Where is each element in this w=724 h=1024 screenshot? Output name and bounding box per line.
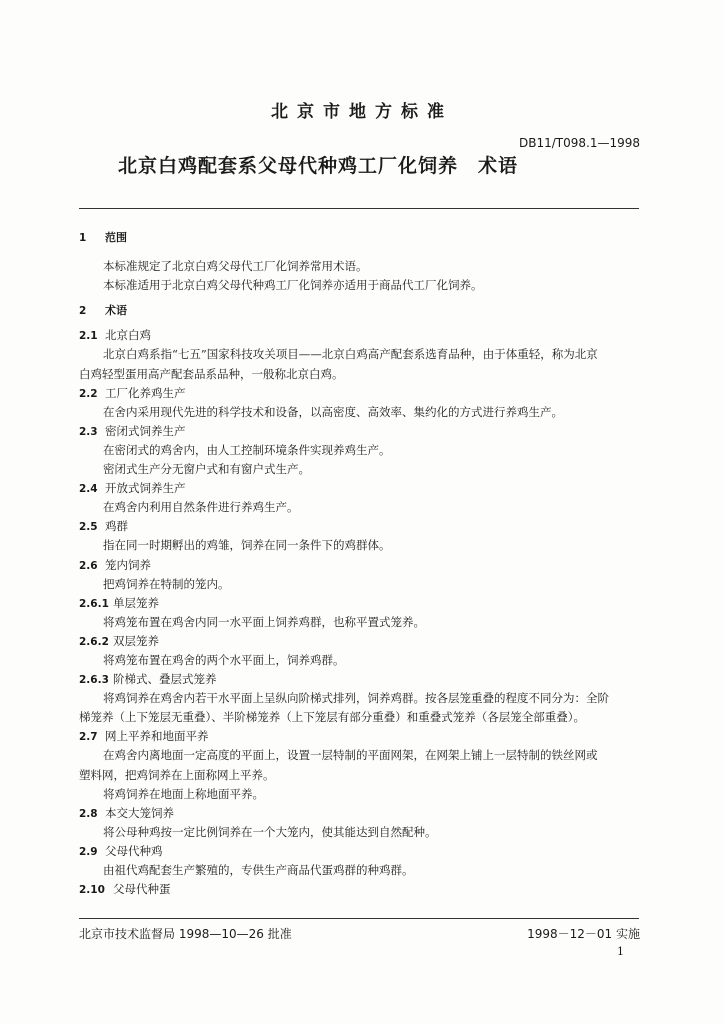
term-heading: 2.7 网上平养和地面平养 xyxy=(79,729,209,744)
bottom-rule xyxy=(79,918,639,919)
term-heading: 2.1 北京白鸡 xyxy=(79,328,151,343)
term-heading: 2.6.1 单层笼养 xyxy=(79,595,159,610)
term-text: 指在同一时期孵出的鸡雏，饲养在同一条件下的鸡群体。 xyxy=(103,538,391,553)
implementation-date: 1998－12－01 实施 xyxy=(527,927,640,941)
term-text: 将鸡饲养在鸡舍内若干水平面上呈纵向阶梯式排列，饲养鸡群。按各层笼重叠的程度不同分为：全阶 xyxy=(103,691,609,706)
paragraph: 本标准适用于北京白鸡父母代种鸡工厂化饲养亦适用于商品代工厂化饲养。 xyxy=(103,278,483,293)
term-text: 密闭式生产分无窗户式和有窗户式生产。 xyxy=(103,462,310,477)
header-title: 北京市地方标准 xyxy=(271,102,453,122)
term-text: 把鸡饲养在特制的笼内。 xyxy=(103,576,230,591)
section-heading: 2 术语 xyxy=(79,304,127,318)
term-heading: 2.5 鸡群 xyxy=(79,519,128,534)
term-heading: 2.6.2 双层笼养 xyxy=(79,633,159,648)
term-text: 将鸡饲养在地面上称地面平养。 xyxy=(103,786,264,801)
term-text: 将鸡笼布置在鸡舍的两个水平面上，饲养鸡群。 xyxy=(103,652,345,667)
term-heading: 2.6.3 阶梯式、叠层式笼养 xyxy=(79,672,217,687)
document-body xyxy=(79,228,641,899)
paragraph: 本标准规定了北京白鸡父母代工厂化饲养常用术语。 xyxy=(103,259,368,274)
term-heading: 2.10 父母代种蛋 xyxy=(79,882,171,897)
standard-code: DB11/T098.1—1998 xyxy=(518,136,640,150)
term-text: 北京白鸡系指“七五”国家科技攻关项目——北京白鸡高产配套系选育品种，由于体重轻，称为北京 xyxy=(103,347,598,362)
term-heading: 2.3 密闭式饲养生产 xyxy=(79,423,186,438)
section-heading: 1 范围 xyxy=(79,231,127,244)
term-text: 在鸡舍内离地面一定高度的平面上，设置一层特制的平面网架，在网架上铺上一层特制的铁丝网或 xyxy=(103,748,598,763)
term-heading: 2.4 开放式饲养生产 xyxy=(79,481,186,496)
top-rule xyxy=(79,208,639,209)
term-text: 梯笼养（上下笼层无重叠）、半阶梯笼养（上下笼层有部分重叠）和重叠式笼养（各层笼全部重叠）。 xyxy=(79,710,585,725)
term-text: 在鸡舍内利用自然条件进行养鸡生产。 xyxy=(103,500,299,515)
term-text: 在舍内采用现代先进的科学技术和设备，以高密度、高效率、集约化的方式进行养鸡生产。 xyxy=(103,404,563,419)
term-heading: 2.6 笼内饲养 xyxy=(79,557,151,572)
page-number: 1 xyxy=(617,945,624,958)
term-text: 塑料网，把鸡饲养在上面称网上平养。 xyxy=(79,767,275,782)
term-text: 将公母种鸡按一定比例饲养在一个大笼内，使其能达到自然配种。 xyxy=(103,824,437,839)
term-text: 在密闭式的鸡舍内，由人工控制环境条件实现养鸡生产。 xyxy=(103,442,391,457)
term-heading: 2.8 本交大笼饲养 xyxy=(79,805,174,820)
term-text: 将鸡笼布置在鸡舍内同一水平面上饲养鸡群，也称平置式笼养。 xyxy=(103,614,425,629)
term-text: 由祖代鸡配套生产繁殖的，专供生产商品代蛋鸡群的种鸡群。 xyxy=(103,863,414,877)
term-text: 白鸡轻型蛋用高产配套品系品种，一般称北京白鸡。 xyxy=(79,366,344,381)
document-title: 北京白鸡配套系父母代种鸡工厂化饲养 术语 xyxy=(118,155,519,177)
approval-date: 北京市技术监督局 1998—10—26 批准 xyxy=(79,927,292,941)
term-heading: 2.2 工厂化养鸡生产 xyxy=(79,385,186,400)
term-heading: 2.9 父母代种鸡 xyxy=(79,843,163,858)
